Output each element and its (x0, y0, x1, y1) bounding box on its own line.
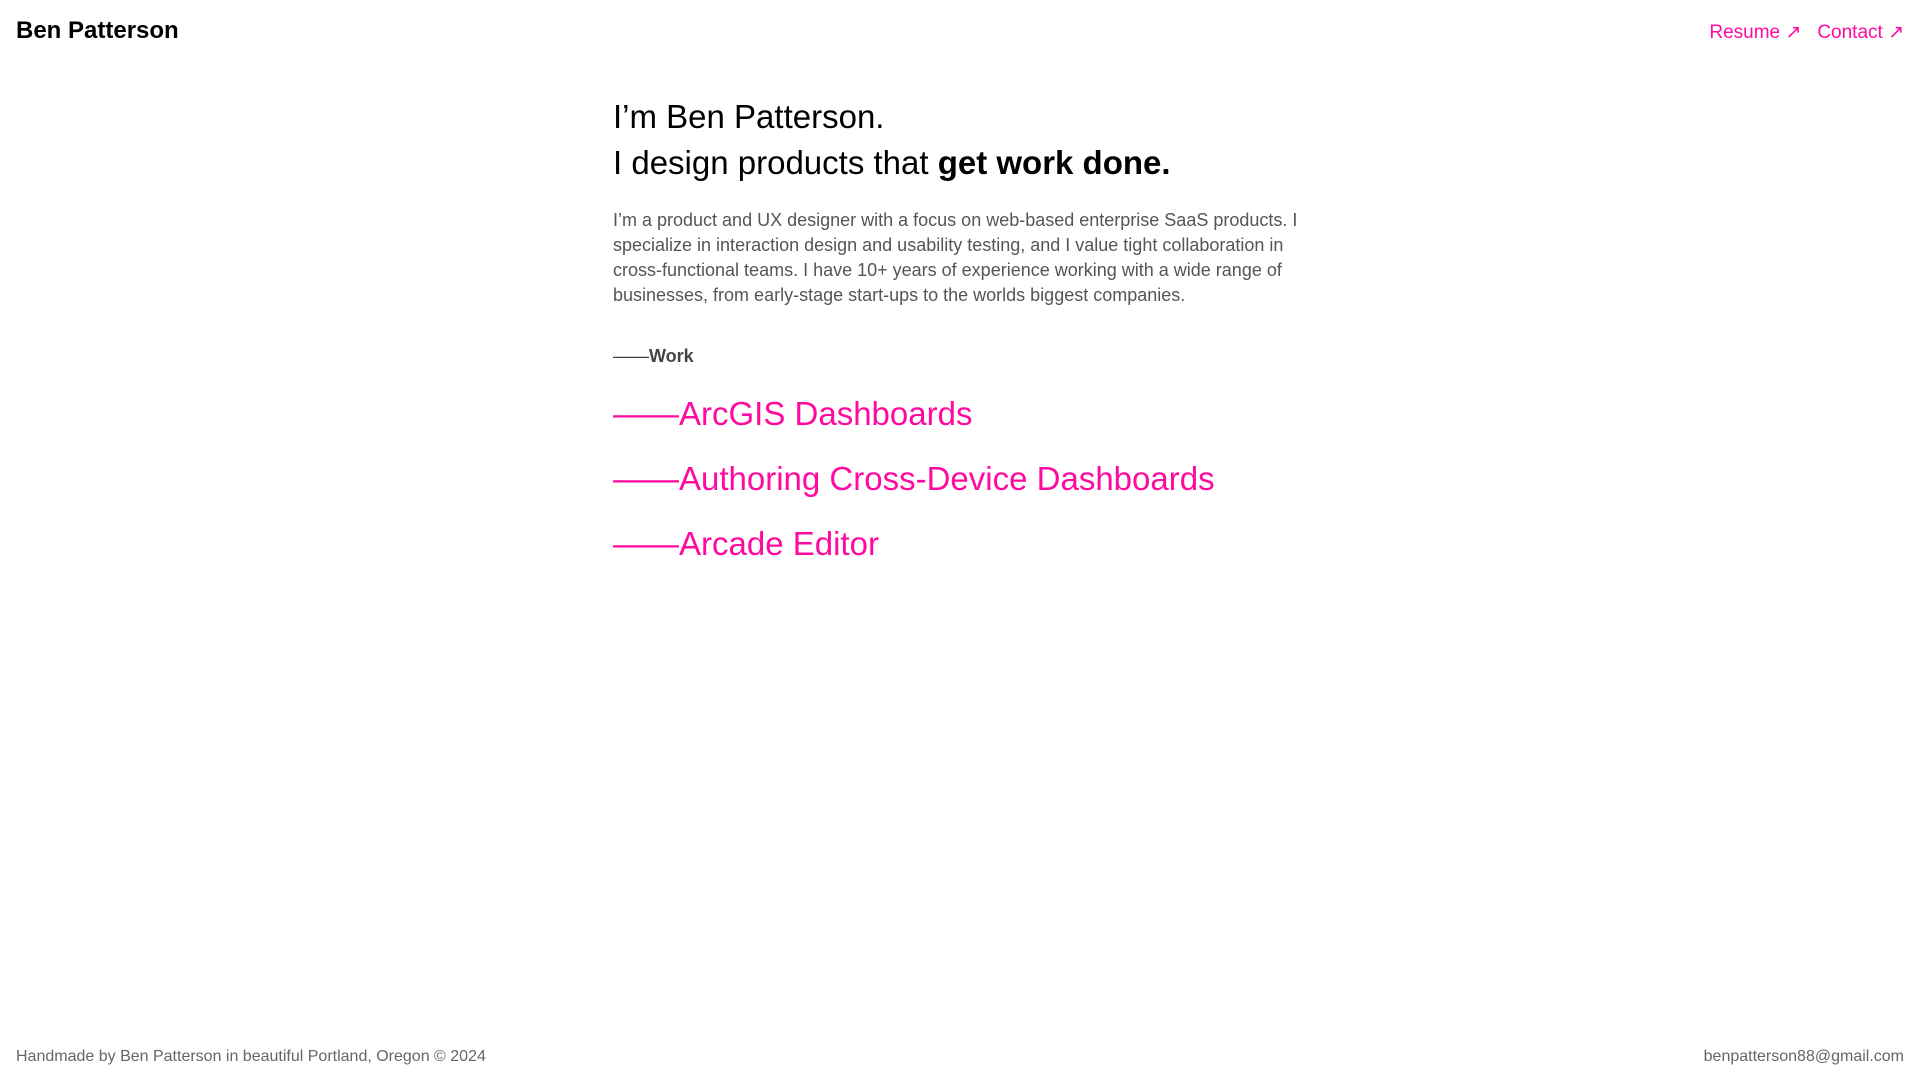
site-name[interactable]: Ben Patterson (16, 17, 179, 44)
work-item-title: Authoring Cross-Device Dashboards (679, 460, 1215, 497)
top-nav (1709, 20, 1904, 46)
work-list-item (613, 394, 1313, 441)
hero-line-1: I’m Ben Patterson. (613, 98, 885, 135)
footer-credit: Handmade by Ben Patterson in beautiful Portland, Oregon © 2024 (16, 1048, 486, 1065)
work-link-arcgis-dashboards[interactable] (613, 395, 972, 432)
resume-link[interactable]: Resume ↗ (1709, 22, 1802, 43)
main-content (613, 94, 1313, 589)
hero-line-2-emphasis: get work done. (937, 144, 1171, 181)
work-link-authoring-cross-device-dashboards[interactable] (613, 460, 1215, 497)
work-label-text: Work (649, 346, 694, 366)
work-list-item (613, 459, 1313, 506)
hero-headline (613, 94, 1313, 186)
work-link-arcade-editor[interactable] (613, 525, 879, 562)
contact-link[interactable]: Contact ↗ (1817, 22, 1904, 43)
work-item-dash: —— (613, 460, 679, 497)
work-item-title: Arcade Editor (679, 525, 879, 562)
work-item-title: ArcGIS Dashboards (679, 395, 973, 432)
footer-email-link[interactable]: benpatterson88@gmail.com (1703, 1048, 1904, 1065)
work-section-label (613, 344, 1313, 368)
intro-paragraph: I’m a product and UX designer with a focus on web-based enterprise SaaS products. I specialize in interaction design and usability testing, and I value tight collaboration in cross-functional teams. I have 10+ years of experience working with a wide range of businesses, from early-stage start-ups to the worlds biggest companies. (613, 210, 1298, 305)
work-list (613, 394, 1313, 571)
work-label-dash: —— (613, 346, 649, 366)
work-item-dash: —— (613, 525, 679, 562)
work-item-dash: —— (613, 395, 679, 432)
work-list-item (613, 524, 1313, 571)
hero-line-2-prefix: I design products that (613, 144, 938, 181)
